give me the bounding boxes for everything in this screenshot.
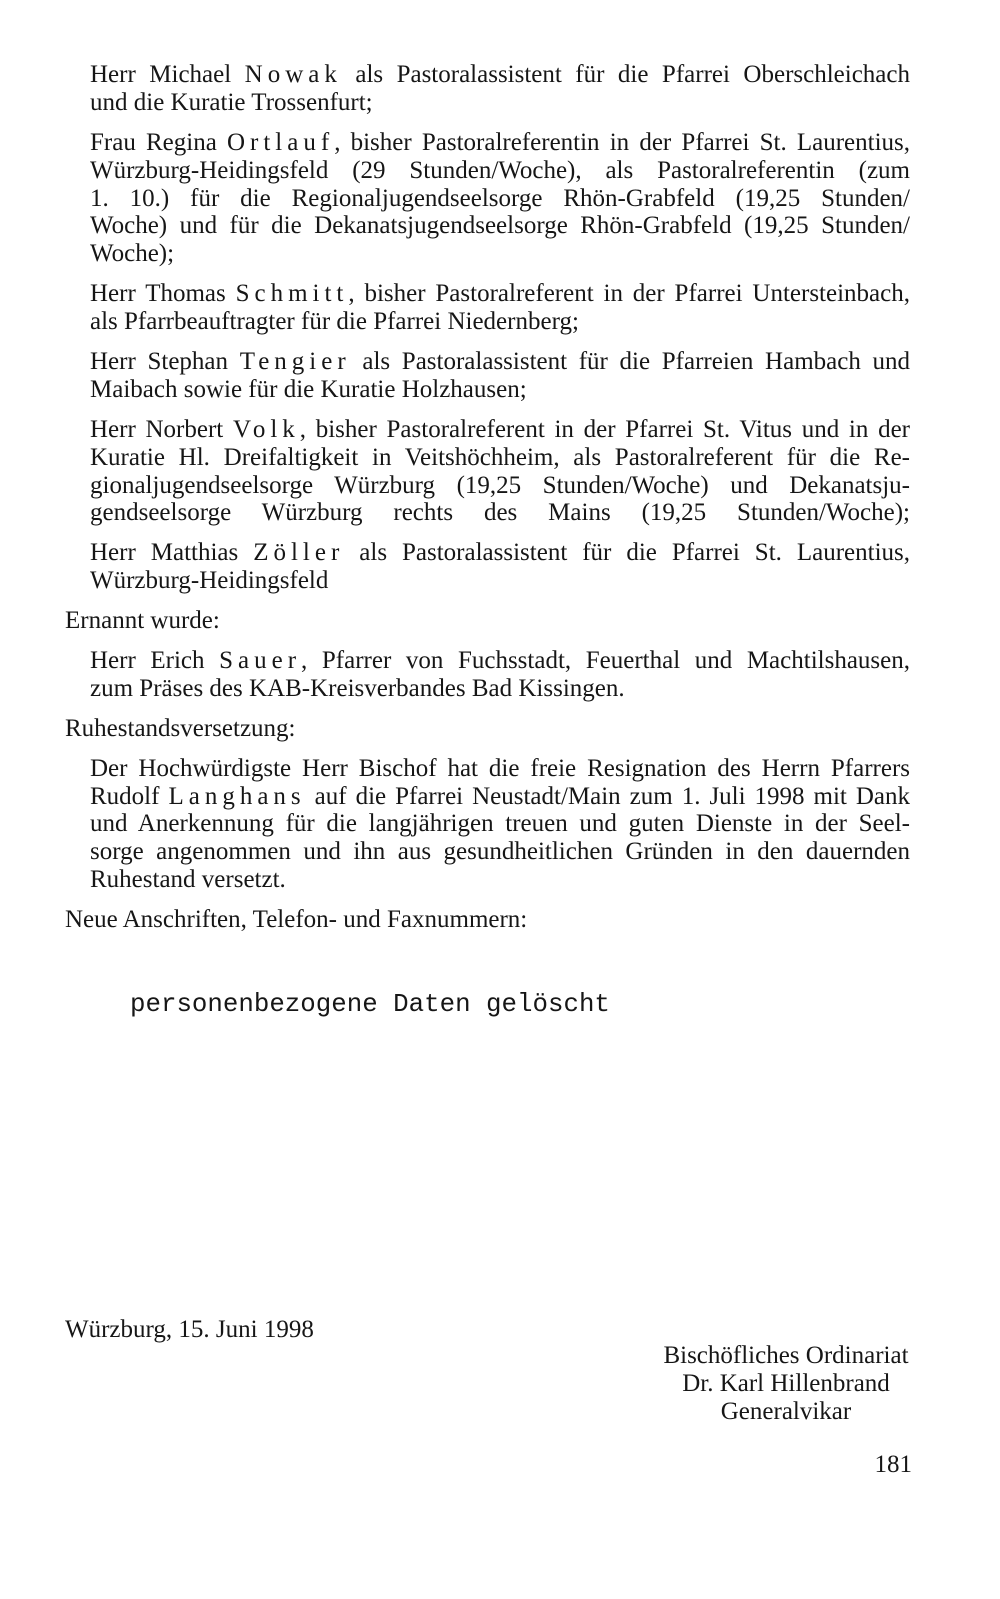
- section-heading-retirement: Ruhestandsversetzung:: [65, 714, 296, 742]
- text-line: [90, 61, 910, 89]
- signature-block: [646, 1342, 926, 1426]
- lead-text: Herr Norbert: [90, 415, 224, 443]
- text-line: Woche) und für die Dekanatsjugendseelsorge Rhön-Grabfeld (19,25 Stunden/: [90, 212, 910, 240]
- text-line: Würzburg-Heidingsfeld (29 Stunden/Woche), als Pastoralreferentin (zum: [90, 156, 910, 184]
- lead-text: , bisher Pastoralreferent in der Pfarrei St. Vitus und in der: [299, 415, 911, 443]
- appointment-entry: [90, 280, 910, 336]
- appointment-entry: [90, 539, 910, 595]
- lead-text: Frau Regina: [90, 128, 217, 156]
- lead-text: , bisher Pastoralreferent in der Pfarrei Untersteinbach,: [348, 280, 910, 308]
- text-line: [90, 539, 910, 567]
- text-line: Ruhestand versetzt.: [90, 866, 286, 894]
- lead-text: Rudolf: [90, 782, 160, 810]
- section-heading-nomination: Ernannt wurde:: [65, 607, 220, 635]
- signature-title: Generalvikar: [720, 1397, 852, 1425]
- text-line: gionaljugendseelsorge Würzburg (19,25 Stunden/Woche) und Dekanatsju-: [90, 471, 910, 499]
- appointment-entry: [90, 416, 910, 528]
- person-name: Nowak: [244, 61, 342, 88]
- text-line: Würzburg-Heidingsfeld: [90, 567, 329, 595]
- person-name: Zöller: [253, 539, 345, 567]
- lead-text: , Pfarrer von Fuchsstadt, Feuerthal und Machtilshausen,: [301, 647, 910, 675]
- person-name: Volk: [232, 415, 300, 443]
- lead-text: , bisher Pastoralreferentin in der Pfarrei St. Laurentius,: [334, 128, 911, 156]
- lead-text: Herr Erich: [90, 647, 205, 675]
- text-line: [90, 647, 910, 675]
- text-line: [90, 280, 910, 308]
- lead-text: Herr Matthias: [90, 539, 239, 567]
- text-line: [90, 416, 910, 444]
- signature-name: Dr. Karl Hillenbrand: [682, 1369, 890, 1397]
- appointment-entry: [90, 348, 910, 404]
- person-name: Schmitt: [235, 280, 349, 308]
- signature-office: Bischöfliches Ordinariat: [663, 1342, 909, 1369]
- nomination-entry: [90, 647, 910, 703]
- text-line: Woche);: [90, 240, 175, 268]
- lead-text: Herr Thomas: [90, 280, 226, 308]
- section-heading-addresses: Neue Anschriften, Telefon- und Faxnummern:: [65, 906, 528, 934]
- person-name: Tengier: [239, 348, 351, 376]
- lead-text: als Pastoralassistent für die Pfarrei Oberschleichach: [355, 61, 910, 88]
- text-line: [90, 129, 910, 157]
- text-line: und Anerkennung für die langjährigen treuen und guten Dienste in der Seel-: [90, 810, 910, 838]
- text-line: [90, 348, 910, 376]
- document-body: [65, 61, 910, 946]
- text-line: zum Präses des KAB-Kreisverbandes Bad Kissingen.: [90, 674, 625, 702]
- person-name: Langhans: [168, 782, 306, 810]
- lead-text: als Pastoralassistent für die Pfarreien Hambach und: [362, 348, 911, 376]
- page-number: 181: [874, 1451, 912, 1478]
- person-name: Ortlauf: [226, 128, 335, 156]
- place-date: Würzburg, 15. Juni 1998: [65, 1316, 314, 1343]
- person-name: Sauer: [219, 647, 302, 675]
- lead-text: auf die Pfarrei Neustadt/Main zum 1. Juli 1998 mit Dank: [314, 782, 911, 810]
- text-line: Der Hochwürdigste Herr Bischof hat die freie Resignation des Herrn Pfarrers: [90, 754, 910, 782]
- lead-text: Herr Michael: [90, 61, 232, 88]
- retirement-entry: [90, 755, 910, 894]
- appointment-entry: [90, 61, 910, 117]
- text-line: gendseelsorge Würzburg rechts des Mains (19,25 Stunden/Woche);: [90, 499, 910, 527]
- lead-text: Herr Stephan: [90, 348, 229, 376]
- text-line: 1. 10.) für die Regionaljugendseelsorge Rhön-Grabfeld (19,25 Stunden/: [90, 184, 910, 212]
- appointment-entry: [90, 129, 910, 268]
- text-line: und die Kuratie Trossenfurt;: [90, 88, 373, 116]
- text-line: [90, 783, 910, 811]
- lead-text: als Pastoralassistent für die Pfarrei St. Laurentius,: [359, 539, 911, 567]
- text-line: als Pfarrbeauftragter für die Pfarrei Niedernberg;: [90, 308, 579, 336]
- text-line: sorge angenommen und ihn aus gesundheitlichen Gründen in den dauernden: [90, 838, 910, 866]
- text-line: Maibach sowie für die Kuratie Holzhausen;: [90, 375, 527, 403]
- text-line: Kuratie Hl. Dreifaltigkeit in Veitshöchheim, als Pastoralreferent für die Re-: [90, 443, 910, 471]
- redaction-note: personenbezogene Daten gelöscht: [130, 990, 610, 1019]
